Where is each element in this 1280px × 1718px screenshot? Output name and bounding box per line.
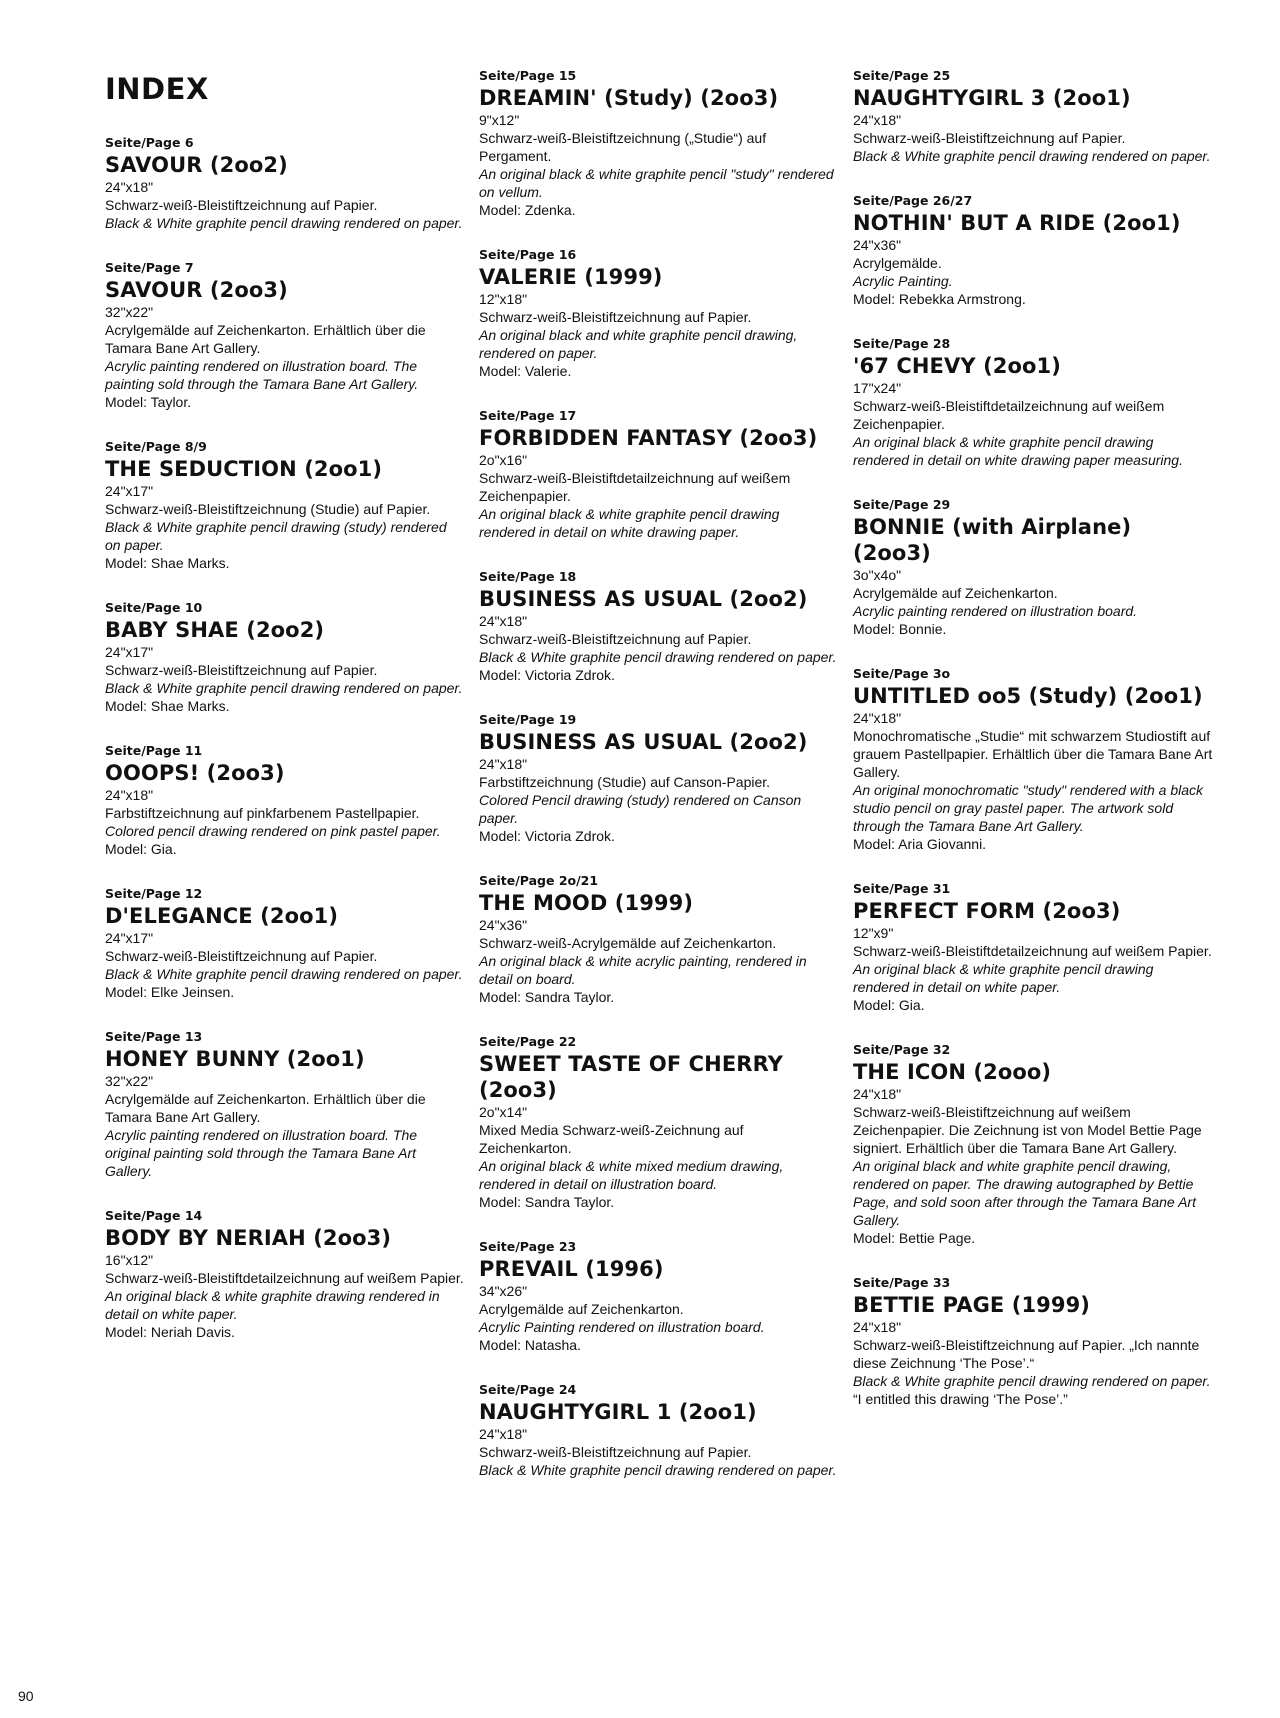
model-credit: Model: Valerie. [479,363,572,379]
index-entry [853,1275,1213,1408]
index-entry [479,408,839,541]
description-english: Acrylic Painting rendered on illustration board. [479,1319,765,1335]
description-english: An original black & white mixed medium drawing, rendered in detail on illustration board. [479,1158,784,1192]
artwork-title: BUSINESS AS USUAL (2oo2) [479,587,808,611]
artwork-dimensions: 32"x22" [105,1073,154,1089]
description-german: Acrylgemälde auf Zeichenkarton. Erhältlich über die Tamara Bane Art Gallery. [105,1091,426,1125]
page-reference: Seite/Page 32 [853,1042,951,1057]
page-number: 90 [18,1688,34,1704]
artwork-title: DREAMIN' (Study) (2oo3) [479,86,779,110]
description-english: An original black & white graphite pencil "study" rendered on vellum. [479,166,834,200]
artwork-dimensions: 9"x12" [479,112,520,128]
artwork-title: THE MOOD (1999) [479,891,694,915]
description-german: Schwarz-weiß-Acrylgemälde auf Zeichenkarton. [479,935,777,951]
description-english: Acrylic painting rendered on illustration board. The original painting sold through the Tamara Bane Art Gallery. [105,1127,418,1179]
artwork-title: NAUGHTYGIRL 3 (2oo1) [853,86,1131,110]
artwork-dimensions: 24"x18" [853,1319,902,1335]
description-german: Acrylgemälde. [853,255,942,271]
artwork-dimensions: 24"x17" [105,930,154,946]
description-german: Farbstiftzeichnung auf pinkfarbenem Pastellpapier. [105,805,420,821]
artwork-dimensions: 24"x36" [479,917,528,933]
description-german: Schwarz-weiß-Bleistiftzeichnung („Studie“) auf Pergament. [479,130,767,164]
artwork-title: NAUGHTYGIRL 1 (2oo1) [479,1400,757,1424]
index-entry [479,1382,839,1479]
description-english: Black & White graphite pencil drawing rendered on paper. [105,966,463,982]
index-entry [105,260,465,411]
column-2 [479,68,839,1507]
description-german: Mixed Media Schwarz-weiß-Zeichnung auf Zeichenkarton. [479,1122,744,1156]
page-reference: Seite/Page 13 [105,1029,203,1044]
index-entry [479,712,839,845]
description-german: Acrylgemälde auf Zeichenkarton. Erhältlich über die Tamara Bane Art Gallery. [105,322,426,356]
model-credit: Model: Victoria Zdrok. [479,667,615,683]
artwork-title: '67 CHEVY (2oo1) [853,354,1061,378]
model-credit: Model: Rebekka Armstrong. [853,291,1026,307]
model-credit: Model: Shae Marks. [105,698,230,714]
index-entry [853,193,1213,308]
artwork-dimensions: 2o"x14" [479,1104,528,1120]
description-english: An original black & white graphite pencil drawing rendered in detail on white paper. [853,961,1154,995]
model-credit: “I entitled this drawing ‘The Pose’.” [853,1391,1068,1407]
model-credit: Model: Bettie Page. [853,1230,976,1246]
page-reference: Seite/Page 7 [105,260,194,275]
page-reference: Seite/Page 15 [479,68,577,83]
page-reference: Seite/Page 18 [479,569,577,584]
model-credit: Model: Zdenka. [479,202,576,218]
artwork-title: PREVAIL (1996) [479,1257,664,1281]
artwork-title: THE SEDUCTION (2oo1) [105,457,383,481]
description-english: Black & White graphite pencil drawing rendered on paper. [853,1373,1211,1389]
artwork-title: SWEET TASTE OF CHERRY (2oo3) [479,1052,784,1102]
description-english: Acrylic Painting. [853,273,953,289]
description-german: Schwarz-weiß-Bleistiftzeichnung auf Papier. [105,948,378,964]
description-german: Monochromatische „Studie“ mit schwarzem Studiostift auf grauem Pastellpapier. Erhältlich über die Tamara Bane Art Gallery. [853,728,1213,780]
description-german: Acrylgemälde auf Zeichenkarton. [853,585,1058,601]
description-german: Schwarz-weiß-Bleistiftzeichnung auf Papier. „Ich nannte diese Zeichnung ‘The Pose’.“ [853,1337,1200,1371]
description-english: Black & White graphite pencil drawing rendered on paper. [105,215,463,231]
artwork-dimensions: 24"x18" [105,787,154,803]
page-reference: Seite/Page 24 [479,1382,577,1397]
artwork-title: HONEY BUNNY (2oo1) [105,1047,365,1071]
artwork-title: SAVOUR (2oo2) [105,153,288,177]
page-reference: Seite/Page 19 [479,712,577,727]
artwork-dimensions: 24"x18" [479,613,528,629]
model-credit: Model: Neriah Davis. [105,1324,235,1340]
model-credit: Model: Bonnie. [853,621,947,637]
index-entry [479,1239,839,1354]
page-reference: Seite/Page 23 [479,1239,577,1254]
description-english: An original black & white graphite pencil drawing rendered in detail on white drawing paper. [479,506,780,540]
column-3 [853,68,1213,1436]
description-english: Black & White graphite pencil drawing rendered on paper. [105,680,463,696]
index-entry [853,1042,1213,1247]
page-reference: Seite/Page 26/27 [853,193,973,208]
page-reference: Seite/Page 16 [479,247,577,262]
description-german: Schwarz-weiß-Bleistiftzeichnung (Studie) auf Papier. [105,501,431,517]
index-entry [479,1034,839,1211]
description-english: Acrylic painting rendered on illustration board. The painting sold through the Tamara Bane Art Gallery. [105,358,419,392]
page-reference: Seite/Page 17 [479,408,577,423]
page-reference: Seite/Page 33 [853,1275,951,1290]
description-german: Schwarz-weiß-Bleistiftzeichnung auf Papier. [853,130,1126,146]
description-german: Schwarz-weiß-Bleistiftzeichnung auf Papier. [105,662,378,678]
description-english: Acrylic painting rendered on illustration board. [853,603,1138,619]
artwork-dimensions: 24"x17" [105,483,154,499]
description-english: Black & White graphite pencil drawing rendered on paper. [479,649,837,665]
index-entry [105,600,465,715]
column-1 [105,72,465,1369]
description-english: An original black and white graphite pencil drawing, rendered on paper. [479,327,798,361]
artwork-dimensions: 24"x36" [853,237,902,253]
artwork-dimensions: 24"x18" [853,112,902,128]
page-reference: Seite/Page 25 [853,68,951,83]
page-reference: Seite/Page 22 [479,1034,577,1049]
description-english: Colored Pencil drawing (study) rendered on Canson paper. [479,792,802,826]
artwork-dimensions: 24"x18" [479,1426,528,1442]
description-english: Black & White graphite pencil drawing (study) rendered on paper. [105,519,447,553]
page-reference: Seite/Page 29 [853,497,951,512]
artwork-dimensions: 2o"x16" [479,452,528,468]
model-credit: Model: Gia. [105,841,177,857]
page-reference: Seite/Page 8/9 [105,439,207,454]
index-entry [105,439,465,572]
artwork-title: THE ICON (2ooo) [853,1060,1052,1084]
index-entry [479,247,839,380]
model-credit: Model: Elke Jeinsen. [105,984,235,1000]
model-credit: Model: Sandra Taylor. [479,1194,615,1210]
artwork-title: D'ELEGANCE (2oo1) [105,904,339,928]
artwork-title: PERFECT FORM (2oo3) [853,899,1121,923]
artwork-dimensions: 12"x18" [479,291,528,307]
description-german: Schwarz-weiß-Bleistiftdetailzeichnung auf weißem Zeichenpapier. [853,398,1165,432]
page-reference: Seite/Page 10 [105,600,203,615]
artwork-dimensions: 32"x22" [105,304,154,320]
description-english: An original black & white acrylic painting, rendered in detail on board. [479,953,807,987]
description-english: Colored pencil drawing rendered on pink pastel paper. [105,823,441,839]
artwork-dimensions: 24"x17" [105,644,154,660]
index-entry [853,497,1213,638]
description-english: Black & White graphite pencil drawing rendered on paper. [853,148,1211,164]
page-reference: Seite/Page 11 [105,743,203,758]
page-reference: Seite/Page 3o [853,666,951,681]
page-reference: Seite/Page 14 [105,1208,203,1223]
index-entry [479,873,839,1006]
page-reference: Seite/Page 2o/21 [479,873,599,888]
artwork-title: OOOPS! (2oo3) [105,761,285,785]
description-german: Schwarz-weiß-Bleistiftdetailzeichnung auf weißem Zeichenpapier. [479,470,791,504]
artwork-dimensions: 24"x18" [853,710,902,726]
model-credit: Model: Aria Giovanni. [853,836,987,852]
description-german: Acrylgemälde auf Zeichenkarton. [479,1301,684,1317]
description-english: An original monochromatic "study" rendered with a black studio pencil on gray pastel paper. The artwork sold through the Tamara Bane Art Gallery. [853,782,1203,834]
index-entry [853,336,1213,469]
index-entry [853,68,1213,165]
description-english: An original black & white graphite drawing rendered in detail on white paper. [105,1288,440,1322]
artwork-title: BETTIE PAGE (1999) [853,1293,1091,1317]
index-entry [105,743,465,858]
artwork-title: BUSINESS AS USUAL (2oo2) [479,730,808,754]
description-german: Schwarz-weiß-Bleistiftzeichnung auf Papier. [479,1444,752,1460]
artwork-dimensions: 3o"x4o" [853,567,902,583]
page-reference: Seite/Page 31 [853,881,951,896]
description-german: Farbstiftzeichnung (Studie) auf Canson-Papier. [479,774,771,790]
artwork-title: BODY BY NERIAH (2oo3) [105,1226,392,1250]
description-german: Schwarz-weiß-Bleistiftdetailzeichnung auf weißem Papier. [853,943,1212,959]
index-heading: INDEX [105,72,209,106]
page-reference: Seite/Page 6 [105,135,194,150]
index-entry [479,68,839,219]
index-entry [105,1208,465,1341]
artwork-dimensions: 24"x18" [479,756,528,772]
artwork-dimensions: 24"x18" [105,179,154,195]
description-german: Schwarz-weiß-Bleistiftzeichnung auf Papier. [479,309,752,325]
index-entry [105,1029,465,1180]
model-credit: Model: Sandra Taylor. [479,989,615,1005]
artwork-title: UNTITLED oo5 (Study) (2oo1) [853,684,1203,708]
description-german: Schwarz-weiß-Bleistiftzeichnung auf Papier. [479,631,752,647]
model-credit: Model: Taylor. [105,394,192,410]
artwork-title: NOTHIN' BUT A RIDE (2oo1) [853,211,1181,235]
model-credit: Model: Gia. [853,997,925,1013]
description-english: An original black and white graphite pencil drawing, rendered on paper. The drawing autographed by Bettie Page, and sold soon after through the Tamara Bane Art Gallery. [853,1158,1196,1228]
model-credit: Model: Natasha. [479,1337,581,1353]
description-english: Black & White graphite pencil drawing rendered on paper. [479,1462,837,1478]
artwork-dimensions: 34"x26" [479,1283,528,1299]
page-reference: Seite/Page 28 [853,336,951,351]
description-german: Schwarz-weiß-Bleistiftzeichnung auf Papier. [105,197,378,213]
index-entry [853,666,1213,853]
model-credit: Model: Shae Marks. [105,555,230,571]
artwork-title: SAVOUR (2oo3) [105,278,288,302]
description-german: Schwarz-weiß-Bleistiftzeichnung auf weißem Zeichenpapier. Die Zeichnung ist von Model Bettie Page signiert. Erhältlich über die Tamara Bane Art Gallery. [853,1104,1202,1156]
index-entry [105,135,465,232]
model-credit: Model: Victoria Zdrok. [479,828,615,844]
artwork-title: VALERIE (1999) [479,265,663,289]
artwork-title: BONNIE (with Airplane) (2oo3) [853,515,1132,565]
artwork-title: BABY SHAE (2oo2) [105,618,325,642]
artwork-title: FORBIDDEN FANTASY (2oo3) [479,426,818,450]
description-english: An original black & white graphite pencil drawing rendered in detail on white drawing paper measuring. [853,434,1183,468]
index-entry [853,881,1213,1014]
description-german: Schwarz-weiß-Bleistiftdetailzeichnung auf weißem Papier. [105,1270,464,1286]
page-reference: Seite/Page 12 [105,886,203,901]
artwork-dimensions: 24"x18" [853,1086,902,1102]
index-entry [105,886,465,1001]
artwork-dimensions: 17"x24" [853,380,902,396]
artwork-dimensions: 12"x9" [853,925,894,941]
artwork-dimensions: 16"x12" [105,1252,154,1268]
index-entry [479,569,839,684]
